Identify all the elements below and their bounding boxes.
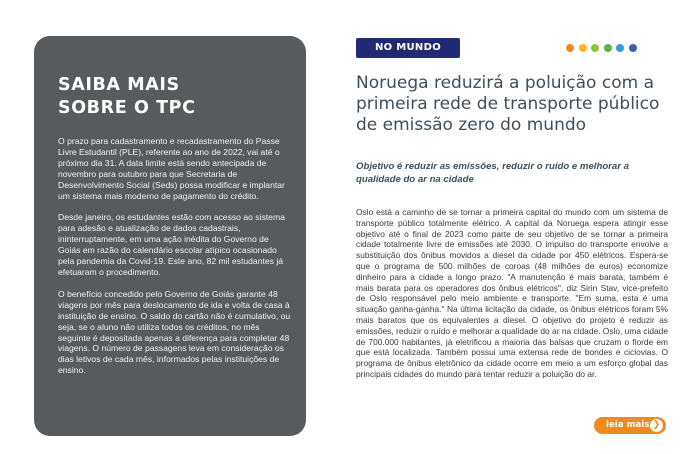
category-tag: NO MUNDO [356, 38, 460, 58]
color-dot [616, 44, 624, 52]
color-dot [579, 44, 587, 52]
sidebar-paragraph: O benefício concedido pelo Governo de Goiás garante 48 viagens por mês para deslocamento de ida e volta de casa à instituição de ensino. O saldo do cartão não é cumulativo, ou seja, se o aluno não utiliza todos os créditos, no mês seguinte é depositada apenas a diferença para completar 48 viagens. O número de passagens leva em consideração os dias letivos de cada mês, informados pelas instituições de ensino. [58, 288, 291, 376]
article-title: Noruega reduzirá a poluição com a primeira rede de transporte público de emissão zero do mundo [356, 73, 660, 135]
color-dot [604, 44, 612, 52]
color-dot [629, 44, 637, 52]
sidebar-title-line2: SOBRE O TPC [58, 98, 196, 118]
sidebar-paragraph: O prazo para cadastramento e recadastramento do Passe Livre Estudantil (PLE), referente ao ano de 2022, vai até o próximo dia 31. A data limite está sendo antecipada de novembro para outubro para que Secretaria de Desenvolvimento Social (Seds) possa modificar e implantar um sistema mais moderno de pagamento do crédito. [58, 136, 285, 201]
sidebar-paragraph: Desde janeiro, os estudantes estão com acesso ao sistema para adesão e atualização de dados cadastrais, ininterruptamente, em uma ação inédita do Governo de Goiás em razão do calendário escolar atípico ocasionado pela pandemia da Covid-19. Este ano, 82 mil estudantes já efetuaram o procedimento. [58, 212, 285, 277]
article-subtitle: Objetivo é reduzir as emissões, reduzir o ruído e melhorar a qualidade do ar na cidade [356, 161, 629, 185]
read-more-button[interactable] [594, 417, 666, 434]
sidebar-title [58, 74, 292, 120]
color-dot [591, 44, 599, 52]
read-more-label: leia mais [606, 420, 650, 430]
info-sidebar [34, 36, 306, 436]
article-body: Oslo está a caminho de se tornar a primeira capital do mundo com um sistema de transporte público totalmente elétrico. A capital da Noruega espera atingir esse objetivo até o final de 2023 como parte de seu objetivo de se tornar a primeira cidade totalmente livre de emissões até 2030. O impulso do transporte envolve a substituição dos ônibus movidos a diesel da cidade por 450 elétricos. Espera-se que o programa de 500 milhões de coroas (48 milhões de euros) economize dinheiro para a cidade a longo prazo. "A manutenção é mais barata, também é mais barata para os operadores dos ônibus elétricos", diz Sirin Stav, vice-prefeito de Oslo responsável pelo meio ambiente e transporte. "Em suma, esta é uma situação ganha-ganha." Na última licitação da cidade, os ônibus elétricos foram 5% mais baratos que os equivalentes a diesel. O objetivo do projeto é reduzir as emissões, reduzir o ruído e melhorar a qualidade do ar na cidade. Oslo, uma cidade de 700.000 habitantes, já eletrificou a maioria das balsas que cruzam o fiorde em que está localizada. Também possui uma extensa rede de bondes e ciclovias. O programa de ônibus eletrônico da cidade ocorre em meio a um esforço global das principais cidades do mundo para tentar reduzir a poluição do ar. [356, 207, 668, 379]
color-dot [566, 44, 574, 52]
sidebar-title-line1: SAIBA MAIS [58, 75, 180, 95]
color-dots [566, 44, 642, 52]
chevron-right-icon: ❯ [650, 419, 663, 432]
